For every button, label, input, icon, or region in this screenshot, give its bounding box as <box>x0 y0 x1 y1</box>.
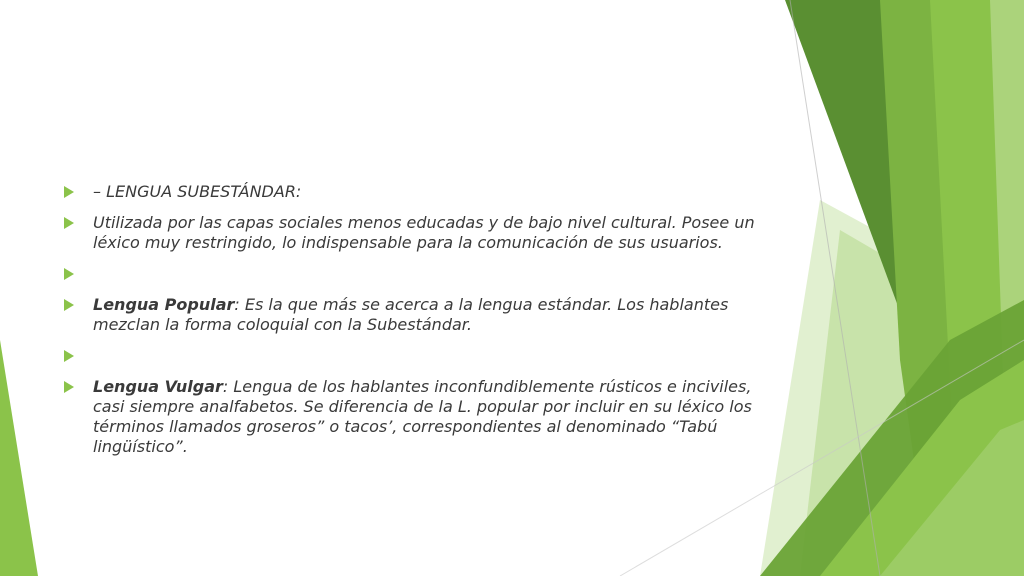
bullet-text: Utilizada por las capas sociales menos educadas y de bajo nivel cultural. Posee un léxico muy restringido, lo indispensable para la comunicación de sus usuarios. <box>93 213 755 252</box>
bullet-arrow-icon <box>64 299 74 311</box>
left-edge-shape <box>0 340 38 576</box>
bullet-arrow-icon <box>64 186 74 198</box>
bullet-arrow-icon <box>64 217 74 229</box>
bullet-lengua-vulgar <box>64 377 784 457</box>
bullet-text: – LENGUA SUBESTÁNDAR: <box>93 182 302 201</box>
bullet-lengua-subestandar <box>64 182 784 202</box>
bullet-lengua-popular <box>64 295 784 335</box>
bullet-text: : Es la que más se acerca a la lengua estándar. Los hablantes mezclan la forma coloquial con la Subestándar. <box>93 295 729 334</box>
bullet-empty <box>64 346 784 366</box>
bullet-arrow-icon <box>64 268 74 280</box>
bullet-empty <box>64 264 784 284</box>
bullet-arrow-icon <box>64 350 74 362</box>
bullet-arrow-icon <box>64 381 74 393</box>
bullet-subestandar-description <box>64 213 784 253</box>
bullet-term: Lengua Vulgar <box>93 377 223 396</box>
bullet-term: Lengua Popular <box>93 295 235 314</box>
bullet-list <box>64 182 784 457</box>
bullet-text: : Lengua de los hablantes inconfundiblemente rústicos e inciviles, casi siempre analfabetos. Se diferencia de la L. popular por incluir en su léxico los términos llamados groseros” o tacos’, correspondientes al denominado “Tabú lingüístico”. <box>93 377 752 456</box>
